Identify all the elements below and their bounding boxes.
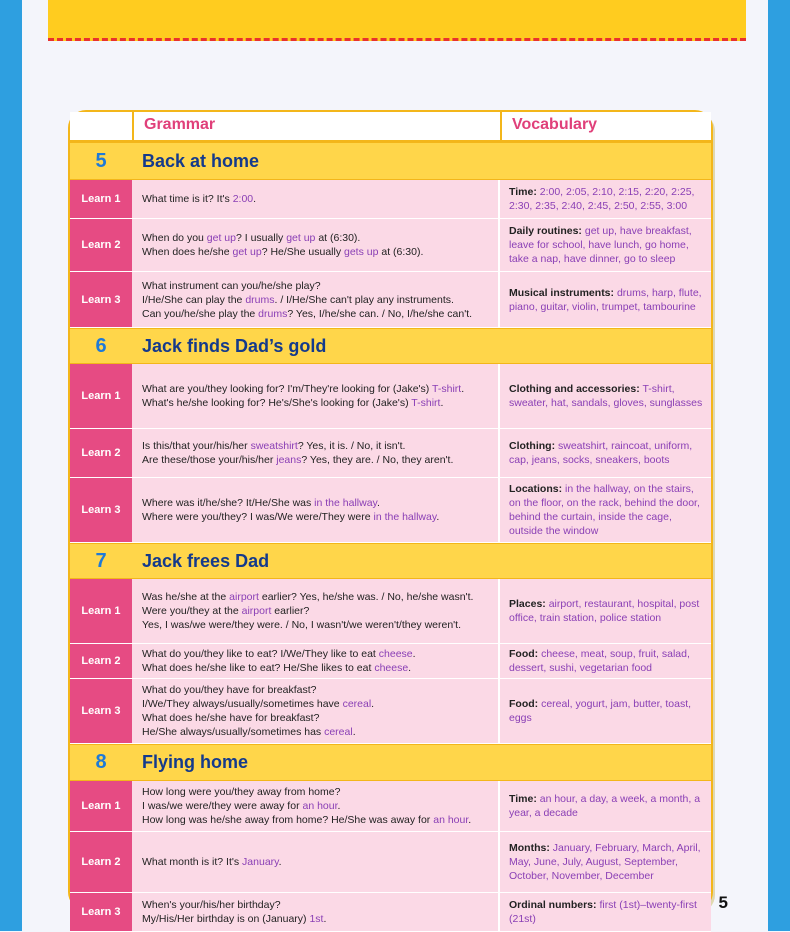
lesson-label: Learn 2	[70, 832, 132, 892]
grammar-text: .	[371, 698, 375, 710]
lesson-row	[70, 781, 711, 832]
grammar-line	[142, 396, 490, 410]
grammar-keyword: get up	[206, 232, 236, 244]
grammar-line	[142, 855, 490, 869]
grammar-line	[142, 661, 490, 675]
table-body	[70, 142, 711, 932]
grammar-keyword: an hour	[302, 800, 338, 812]
grammar-keyword: airport	[229, 591, 259, 603]
grammar-keyword: get up	[286, 232, 316, 244]
lesson-label: Learn 3	[70, 679, 132, 743]
vocabulary-words: sweatshirt, raincoat, uniform, cap, jeans, socks, sneakers, boots	[509, 440, 693, 466]
grammar-text: How long was he/she away from home? He/She was away for	[142, 814, 434, 826]
grammar-cell	[132, 272, 500, 327]
grammar-cell	[132, 478, 500, 542]
grammar-text: earlier?	[271, 605, 310, 617]
unit-number: 8	[95, 751, 107, 773]
grammar-text: I/He/She can play the	[142, 293, 246, 306]
unit-header	[70, 142, 711, 180]
left-blue-border	[0, 0, 22, 931]
grammar-line	[142, 382, 490, 396]
vocabulary-words: T-shirt, sweater, hat, sandals, gloves, sunglasses	[509, 383, 703, 409]
grammar-line	[142, 245, 490, 259]
unit-number: 6	[95, 334, 107, 357]
grammar-line	[142, 813, 490, 827]
grammar-line	[142, 725, 490, 739]
unit-number: 7	[95, 549, 107, 572]
lesson-label: Learn 2	[70, 429, 132, 477]
vocabulary-cell	[500, 579, 711, 643]
vocabulary-words: drums, harp, flute, piano, guitar, violin, trumpet, tambourine	[509, 286, 702, 313]
vocabulary-heading: Daily routines:	[509, 225, 582, 237]
unit-header	[70, 328, 711, 364]
grammar-keyword: cereal	[342, 698, 372, 710]
unit-header	[70, 543, 711, 579]
grammar-keyword: cereal	[324, 726, 353, 738]
grammar-keyword: 2:00	[232, 193, 254, 205]
vocabulary-heading: Time:	[509, 186, 537, 198]
grammar-cell	[132, 429, 500, 477]
grammar-text: ? Yes, I/he/she can. / No, I/he/she can't.	[287, 307, 473, 320]
lesson-label: Learn 1	[70, 579, 132, 643]
vocabulary-cell	[500, 219, 711, 271]
lesson-label: Learn 2	[70, 219, 132, 271]
grammar-text: My/His/Her birthday is on (January)	[142, 913, 310, 925]
lesson-label: Learn 3	[70, 272, 132, 327]
vocabulary-heading: Locations:	[509, 483, 563, 495]
vocabulary-heading: Clothing and accessories:	[509, 383, 640, 395]
grammar-keyword: gets up	[344, 246, 379, 258]
grammar-text: .	[408, 662, 412, 674]
vocabulary-cell	[500, 781, 711, 831]
grammar-line	[142, 799, 490, 813]
grammar-text: .	[352, 726, 356, 738]
grammar-line	[142, 697, 490, 711]
grammar-text: I was/we were/they were away for	[142, 800, 303, 812]
grammar-text: What are you/they looking for? I'm/They're looking for (Jake's)	[142, 383, 433, 395]
vocabulary-heading: Places:	[509, 598, 546, 610]
lesson-row	[70, 832, 711, 893]
lesson-label: Learn 3	[70, 893, 132, 931]
grammar-text: .	[337, 800, 341, 812]
vocabulary-words: cheese, meat, soup, fruit, salad, dessert, sushi, vegetarian food	[509, 648, 690, 674]
vocabulary-words: in the hallway, on the stairs, on the floor, on the rack, behind the door, behind the curtain, inside the cage, outside the window	[509, 483, 700, 537]
grammar-keyword: T-shirt	[432, 383, 462, 395]
grammar-text: .	[436, 511, 440, 523]
vocabulary-heading: Musical instruments:	[509, 286, 615, 299]
grammar-text: What month is it? It's	[142, 856, 243, 868]
grammar-line	[142, 683, 490, 697]
lesson-label: Learn 3	[70, 478, 132, 542]
vocabulary-words: 2:00, 2:05, 2:10, 2:15, 2:20, 2:25, 2:30, 2:35, 2:40, 2:45, 2:50, 2:55, 3:00	[509, 186, 695, 212]
grammar-line	[142, 279, 490, 293]
grammar-cell	[132, 781, 500, 831]
grammar-text: Were you/they at the	[142, 605, 242, 617]
grammar-text: What instrument can you/he/she play?	[142, 279, 321, 292]
grammar-keyword: T-shirt	[411, 397, 441, 409]
grammar-line	[142, 590, 490, 604]
grammar-cell	[132, 679, 500, 743]
vocabulary-cell	[500, 180, 711, 218]
lesson-row	[70, 364, 711, 429]
grammar-text: .	[323, 913, 327, 925]
syllabus-table	[68, 110, 713, 925]
grammar-line	[142, 192, 490, 206]
grammar-text: .	[440, 397, 444, 409]
grammar-cell	[132, 832, 500, 892]
grammar-line	[142, 618, 490, 632]
grammar-text: . / I/He/She can't play any instruments.	[274, 293, 454, 306]
vocabulary-cell	[500, 429, 711, 477]
vocabulary-cell	[500, 272, 711, 327]
vocabulary-heading: Months:	[509, 842, 550, 854]
grammar-text: .	[278, 856, 282, 868]
lesson-row	[70, 679, 711, 744]
grammar-text: .	[412, 648, 416, 660]
grammar-cell	[132, 644, 500, 678]
grammar-text: ? I usually	[236, 232, 287, 244]
top-yellow-band	[48, 0, 746, 41]
lesson-label: Learn 1	[70, 180, 132, 218]
lesson-row	[70, 644, 711, 679]
grammar-line	[142, 307, 490, 321]
unit-title: Jack finds Dad’s gold	[142, 335, 327, 356]
vocabulary-cell	[500, 893, 711, 931]
vocabulary-cell	[500, 364, 711, 428]
grammar-text: When's your/his/her birthday?	[142, 899, 281, 911]
vocabulary-heading: Food:	[509, 648, 539, 660]
grammar-text: What do you/they like to eat? I/We/They like to eat	[142, 648, 379, 660]
grammar-line	[142, 711, 490, 725]
vocabulary-cell	[500, 644, 711, 678]
grammar-line	[142, 785, 490, 799]
grammar-keyword: cheese	[374, 662, 409, 674]
vocabulary-words: get up, have breakfast, leave for school, have lunch, go home, take a nap, have dinner, go to sleep	[509, 225, 692, 265]
grammar-line	[142, 293, 490, 307]
grammar-keyword: January	[242, 856, 279, 868]
lesson-row	[70, 219, 711, 272]
unit-title: Jack frees Dad	[142, 550, 270, 571]
vocabulary-heading: Food:	[509, 698, 539, 710]
grammar-keyword: sweatshirt	[250, 440, 298, 452]
grammar-text: ? He/She usually	[261, 246, 344, 258]
vocabulary-cell	[500, 478, 711, 542]
grammar-line	[142, 453, 490, 467]
grammar-keyword: drums	[258, 307, 288, 320]
vocabulary-heading: Ordinal numbers:	[509, 899, 597, 911]
unit-title: Flying home	[142, 752, 249, 772]
grammar-line	[142, 898, 490, 912]
grammar-text: What does he/she have for breakfast?	[142, 712, 320, 724]
grammar-line	[142, 912, 490, 926]
grammar-cell	[132, 893, 500, 931]
vocabulary-cell	[500, 832, 711, 892]
grammar-keyword: drums	[245, 293, 275, 306]
grammar-text: Can you/he/she play the	[142, 307, 259, 320]
table-header	[70, 112, 711, 142]
vocabulary-words: cereal, yogurt, jam, butter, toast, eggs	[509, 698, 692, 724]
vocabulary-words: first (1st)–twenty-first (21st)	[509, 899, 697, 925]
grammar-text: at (6:30).	[315, 232, 361, 244]
lesson-row	[70, 893, 711, 932]
grammar-text: .	[377, 497, 380, 509]
grammar-text: .	[253, 193, 257, 205]
grammar-text: Are these/those your/his/her	[142, 454, 277, 466]
grammar-keyword: get up	[232, 246, 262, 258]
lesson-row	[70, 429, 711, 478]
unit-number: 5	[95, 149, 107, 172]
grammar-text: What does he/she like to eat? He/She likes to eat	[142, 662, 375, 674]
lesson-row	[70, 180, 711, 219]
grammar-text: ? Yes, it is. / No, it isn't.	[297, 440, 406, 452]
vocabulary-words: an hour, a day, a week, a month, a year, a decade	[509, 793, 701, 819]
grammar-text: Was he/she at the	[142, 591, 230, 603]
grammar-text: Where were you/they? I was/We were/They were	[142, 511, 374, 523]
grammar-line	[142, 496, 490, 510]
vocabulary-cell	[500, 679, 711, 743]
grammar-text: .	[468, 814, 472, 826]
grammar-header: Grammar	[134, 112, 502, 140]
lesson-label: Learn 1	[70, 364, 132, 428]
grammar-keyword: cheese	[378, 648, 413, 660]
grammar-text: Yes, I was/we were/they were. / No, I wasn't/we weren't/they weren't.	[142, 619, 462, 631]
vocabulary-header: Vocabulary	[512, 116, 598, 133]
vocabulary-words: airport, restaurant, hospital, post office, train station, police station	[509, 598, 700, 624]
grammar-text: Where was it/he/she? It/He/She was	[142, 497, 315, 509]
grammar-text: When does he/she	[142, 246, 233, 258]
grammar-cell	[132, 219, 500, 271]
grammar-text: What time is it? It's	[142, 193, 233, 205]
unit-title: Back at home	[142, 150, 260, 171]
grammar-text: .	[461, 383, 465, 395]
page-number: 5	[718, 893, 728, 912]
header-blank-cell	[70, 112, 134, 140]
grammar-keyword: airport	[241, 605, 272, 617]
grammar-text: ? Yes, they are. / No, they aren't.	[301, 454, 454, 466]
vocabulary-words: January, February, March, April, May, June, July, August, September, October, November, December	[509, 842, 701, 882]
grammar-keyword: 1st	[309, 913, 324, 925]
lesson-row	[70, 272, 711, 328]
lesson-label: Learn 1	[70, 781, 132, 831]
grammar-keyword: jeans	[276, 454, 302, 466]
grammar-line	[142, 604, 490, 618]
lesson-row	[70, 579, 711, 644]
grammar-cell	[132, 180, 500, 218]
grammar-cell	[132, 364, 500, 428]
grammar-text: He/She always/usually/sometimes has	[142, 726, 325, 738]
grammar-line	[142, 647, 490, 661]
grammar-text: at (6:30).	[378, 246, 424, 258]
right-blue-border	[768, 0, 790, 931]
grammar-text: I/We/They always/usually/sometimes have	[142, 698, 343, 710]
grammar-text: earlier? Yes, he/she was. / No, he/she wasn't.	[258, 591, 474, 603]
grammar-text: How long were you/they away from home?	[142, 786, 341, 798]
grammar-keyword: in the hallway	[373, 511, 437, 523]
vocabulary-heading: Clothing:	[509, 440, 556, 452]
grammar-line	[142, 439, 490, 453]
grammar-text: What do you/they have for breakfast?	[142, 684, 317, 696]
grammar-text: When do you	[142, 232, 207, 244]
grammar-keyword: an hour	[433, 814, 469, 826]
unit-header	[70, 744, 711, 781]
grammar-line	[142, 510, 490, 524]
grammar-cell	[132, 579, 500, 643]
grammar-text: What's he/she looking for? He's/She's looking for (Jake's)	[142, 397, 412, 409]
grammar-line	[142, 231, 490, 245]
grammar-text: Is this/that your/his/her	[142, 440, 251, 452]
lesson-row	[70, 478, 711, 543]
lesson-label: Learn 2	[70, 644, 132, 678]
vocabulary-heading: Time:	[509, 793, 537, 805]
grammar-keyword: in the hallway	[314, 497, 378, 509]
